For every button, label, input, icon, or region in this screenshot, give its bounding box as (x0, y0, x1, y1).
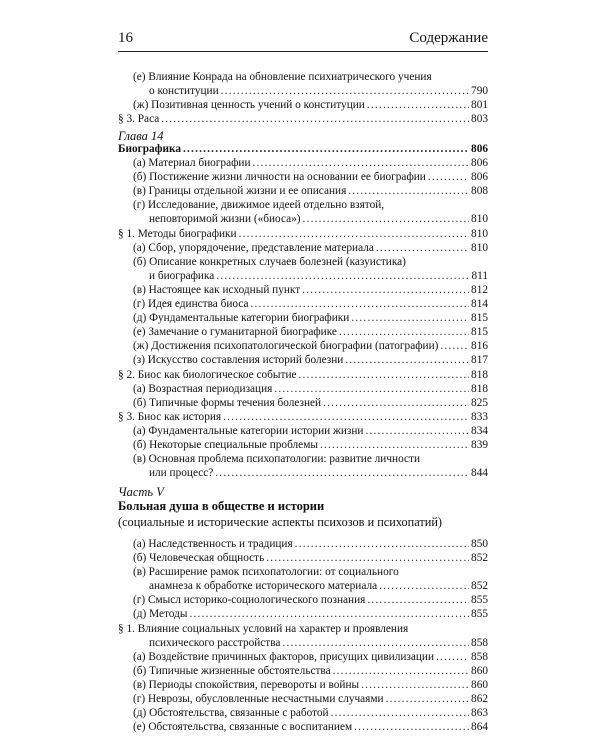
toc-entry: (д) Обстоятельства, связанные с работой ..... 863 (133, 706, 488, 720)
chapter-label: Глава 14 (118, 129, 164, 143)
toc-entry: неповторимой жизни («биоса») ..... 810 (149, 212, 488, 226)
toc-entry: или процесс? ..... 844 (149, 466, 488, 480)
page-number: 16 (118, 30, 133, 46)
toc-entry: (а) Возрастная периодизация ..... 818 (133, 382, 488, 396)
toc-entry: (е) Обстоятельства, связанные с воспитанием ..... 864 (133, 720, 488, 734)
toc-entry: (в) Периоды спокойствия, перевороты и войны ..... 860 (133, 678, 488, 692)
toc-entry: (г) Идея единства биоса ..... 814 (133, 297, 488, 311)
running-head: Содержание (409, 30, 488, 46)
toc-entry: (д) Фундаментальные категории биографики ..... 815 (133, 311, 488, 325)
toc-entry: (б) Типичные жизненные обстоятельства ..... 860 (133, 664, 488, 678)
toc-entry: (в) Основная проблема психопатологии: развитие личности (133, 453, 420, 465)
toc-entry: (в) Расширение рамок психопатологии: от социального (133, 566, 399, 578)
toc-entry: (г) Исследование, движимое идеей отдельно взятой, (133, 199, 385, 211)
part-label: Часть V (118, 485, 164, 499)
toc-entry: психического расстройства ..... 858 (149, 636, 488, 650)
chapter-title: Биографика ..... 806 (118, 142, 488, 156)
toc-entry: (б) Человеческая общность ..... 852 (133, 551, 488, 565)
toc-entry: § 3. Биос как история ..... 833 (118, 410, 488, 424)
toc-entry: (а) Наследственность и традиция ..... 850 (133, 537, 488, 551)
toc-entry: и биографика ..... 811 (149, 269, 488, 283)
toc-entry: § 1. Методы биографики ..... 810 (118, 227, 488, 241)
toc-entry: (б) Описание конкретных случаев болезней (казуистика) (133, 256, 406, 268)
header-rule (118, 51, 488, 52)
toc-entry: анамнеза к обработке исторического материала ..... 852 (149, 579, 488, 593)
toc-entry: (а) Фундаментальные категории истории жизни ..... 834 (133, 424, 488, 438)
toc-entry: (б) Типичные формы течения болезней ..... 825 (133, 396, 488, 410)
toc-entry: (а) Сбор, упорядочение, представление материала ..... 810 (133, 241, 488, 255)
toc-entry: (г) Смысл историко-социологического познания ..... 855 (133, 593, 488, 607)
toc-entry: (е) Влияние Конрада на обновление психиатрического учения (133, 71, 432, 83)
toc-entry: (ж) Достижения психопатологической биографии (патографии) ..... 816 (133, 339, 488, 353)
toc-entry: (е) Замечание о гуманитарной биографике ..... 815 (133, 325, 488, 339)
toc-entry: § 1. Влияние социальных условий на характер и проявления (118, 623, 409, 635)
toc-entry: (а) Материал биографии ..... 806 (133, 156, 488, 170)
part-subtitle: (социальные и исторические аспекты психозов и психопатий) (118, 515, 443, 529)
toc-entry: о конституции ..... 790 (149, 84, 488, 98)
toc-entry: (з) Искусство составления историй болезни ..... 817 (133, 353, 488, 367)
toc-entry: § 2. Биос как биологическое событие ..... 818 (118, 368, 488, 382)
toc-entry: (а) Воздействие причинных факторов, присущих цивилизации ..... 858 (133, 650, 488, 664)
toc-entry: (г) Неврозы, обусловленные несчастными случаями ..... 862 (133, 692, 488, 706)
toc-entry: (б) Постижение жизни личности на основании ее биографии ..... 806 (133, 170, 488, 184)
part-title: Больная душа в обществе и истории (118, 499, 325, 513)
toc-entry: (в) Границы отдельной жизни и ее описания ..... 808 (133, 184, 488, 198)
toc-entry: (в) Настоящее как исходный пункт ..... 812 (133, 283, 488, 297)
page-header (118, 30, 488, 48)
toc-entry: (б) Некоторые специальные проблемы ..... 839 (133, 438, 488, 452)
toc-entry: (д) Методы ..... 855 (133, 607, 488, 621)
toc-entry: (ж) Позитивная ценность учений о конституции ..... 801 (133, 98, 488, 112)
toc-entry: § 3. Раса ..... 803 (118, 112, 488, 126)
